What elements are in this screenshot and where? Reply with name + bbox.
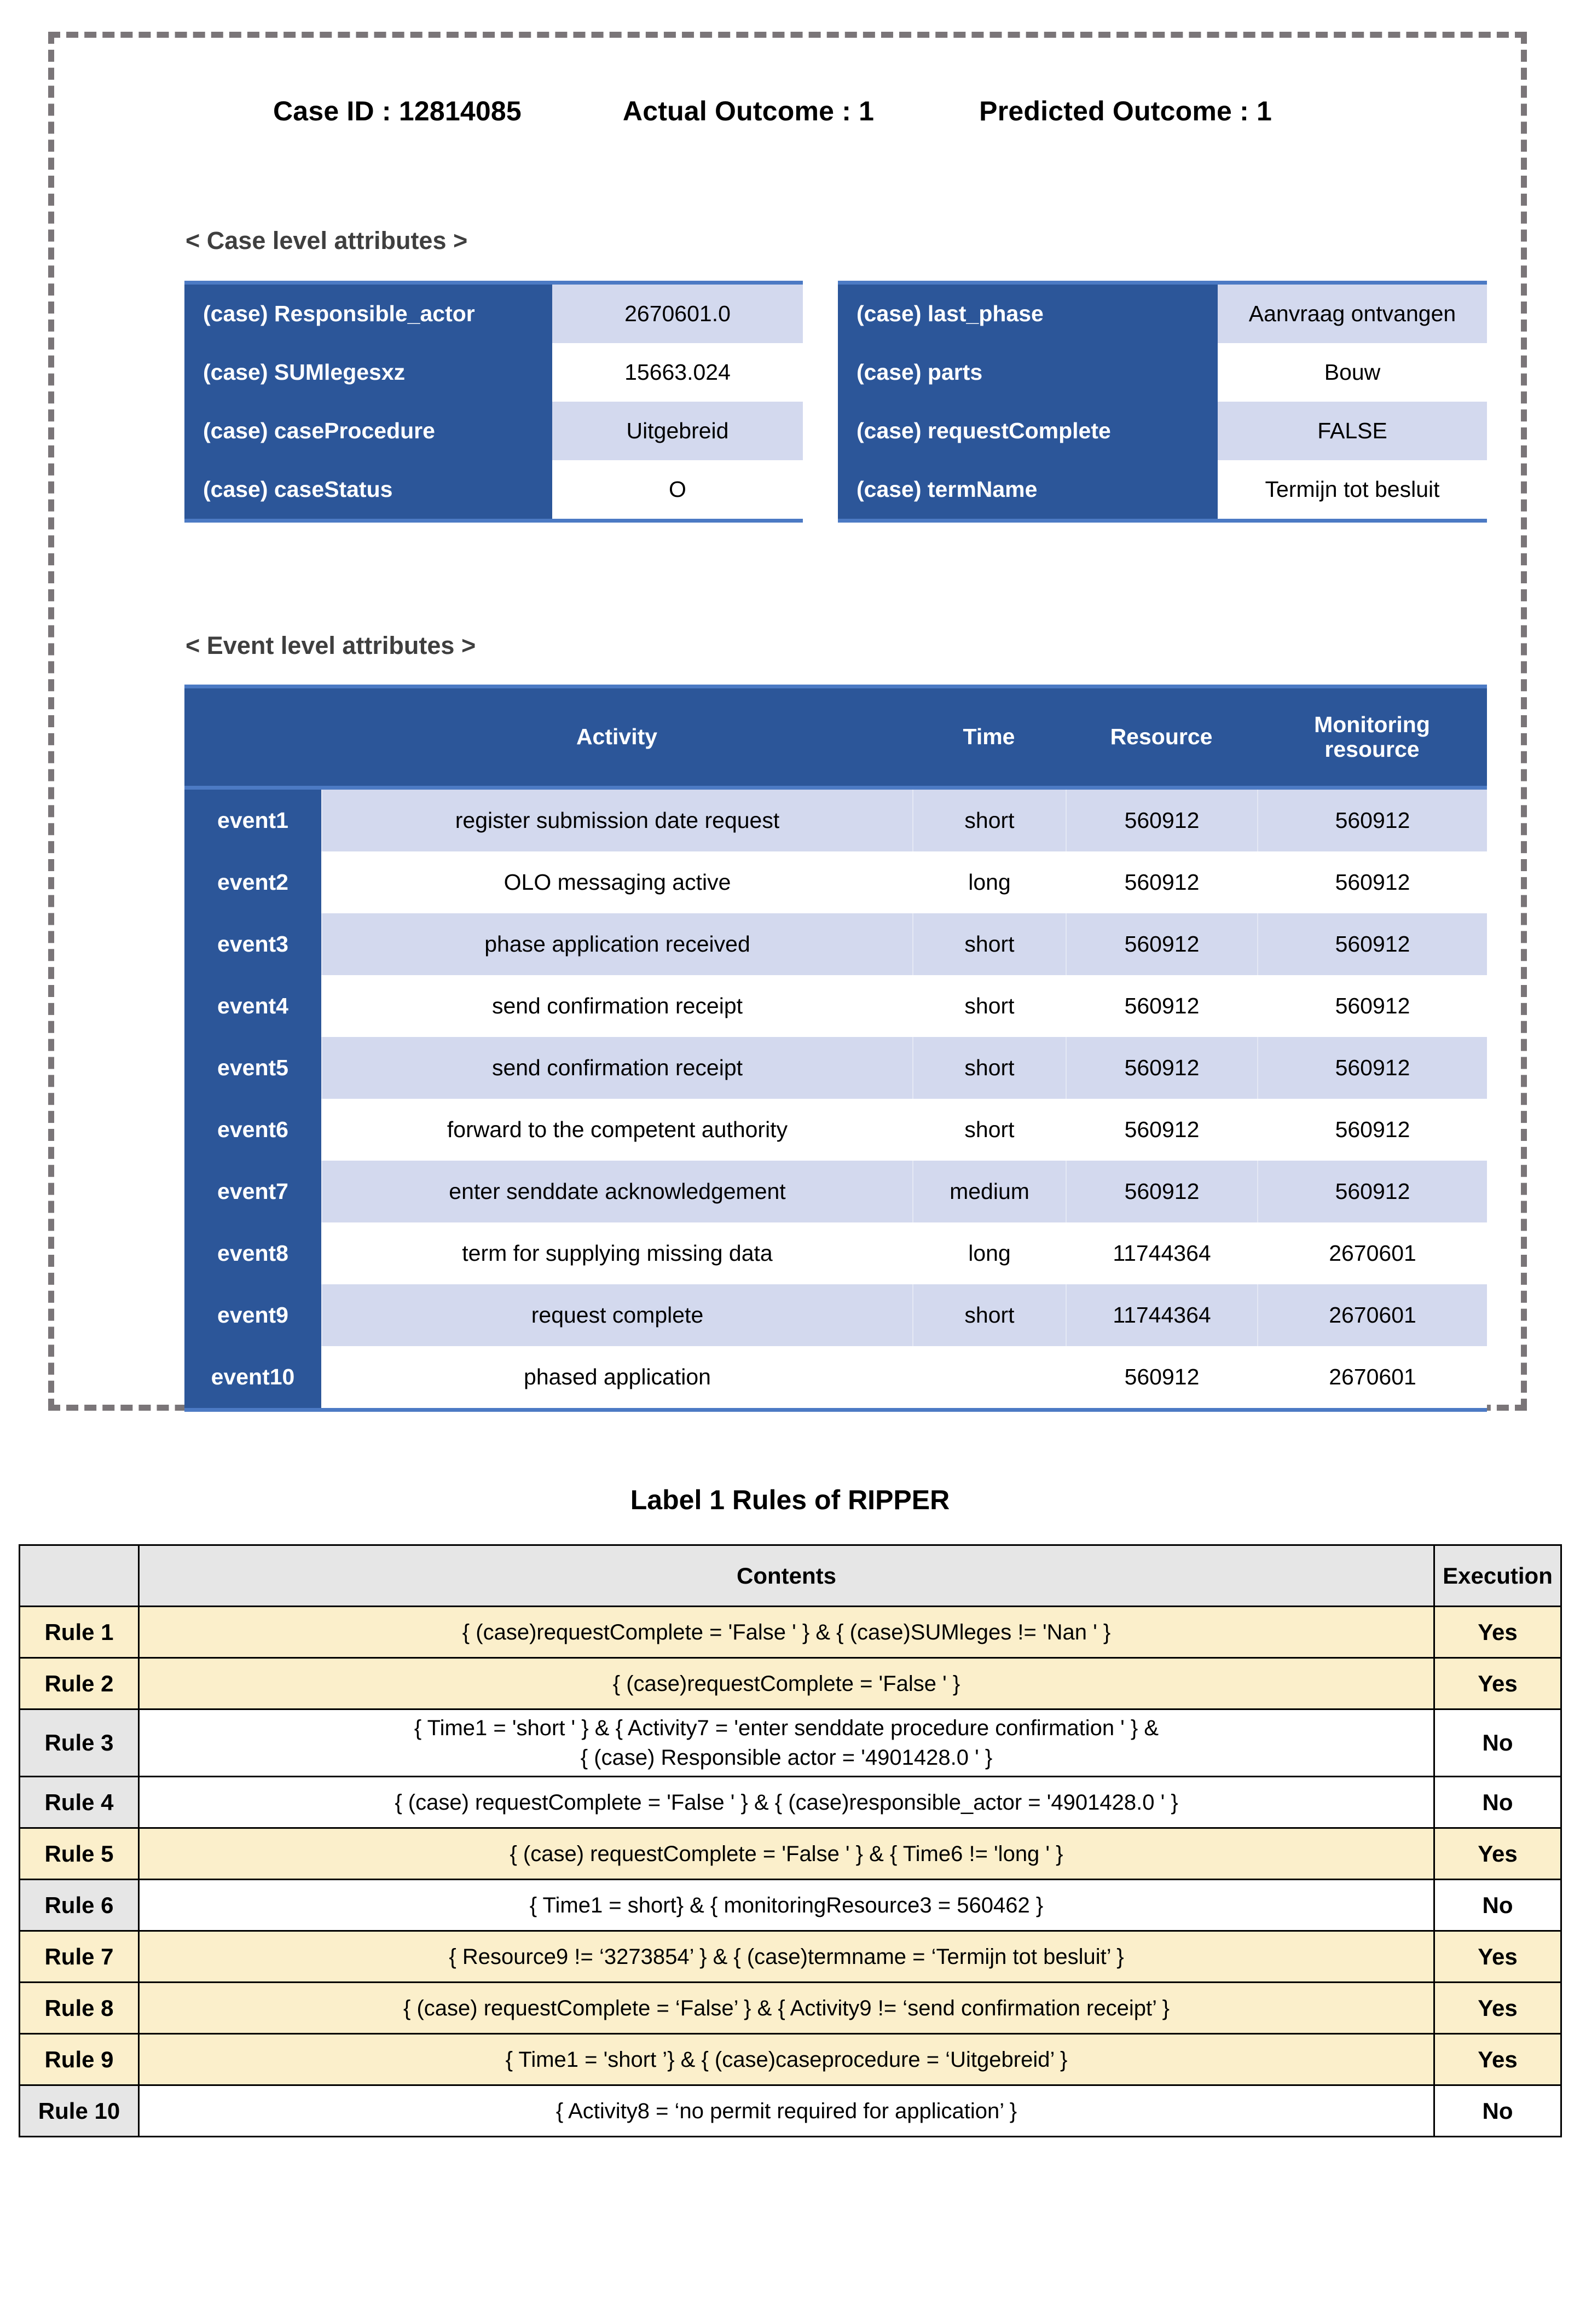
event-table-row (184, 975, 1487, 1037)
event-resource: 11744364 (1066, 1222, 1257, 1284)
rule-contents: { Time1 = 'short ' } & { Activity7 = 'enter senddate procedure confirmation ' } & { (case) Responsible actor = '4901428.0 ' } (139, 1709, 1434, 1777)
rule-execution: Yes (1434, 1828, 1561, 1880)
rule-row (20, 1880, 1561, 1931)
event-resource: 11744364 (1066, 1284, 1257, 1346)
rules-col-label-header (20, 1545, 139, 1607)
event-table-row (184, 1284, 1487, 1346)
rule-contents: { (case) requestComplete = ‘False’ } & { Activity9 != ‘send confirmation receipt’ } (139, 1983, 1434, 2034)
rules-col-contents-header: Contents (139, 1545, 1434, 1607)
monitoring-header-line1: Monitoring (1314, 711, 1430, 737)
event-time: long (912, 851, 1066, 913)
event-col-time-header: Time (963, 724, 1015, 750)
case-attribute-right-row (838, 402, 1487, 460)
case-attribute-right-value: Aanvraag ontvangen (1218, 285, 1487, 343)
case-attribute-right-key: (case) requestComplete (838, 402, 1218, 460)
ripper-rules-table (19, 1544, 1562, 2137)
case-attribute-left-value: 15663.024 (552, 343, 803, 402)
case-attribute-right-row (838, 343, 1487, 402)
event-col-activity-header: Activity (576, 724, 658, 750)
rule-contents: { (case)requestComplete = 'False ' } (139, 1658, 1434, 1709)
event-resource: 560912 (1066, 1346, 1257, 1408)
event-monitoring-resource: 560912 (1257, 851, 1487, 913)
event-index: event3 (184, 913, 321, 975)
case-attribute-left-row (184, 343, 803, 402)
rule-label: Rule 3 (20, 1709, 139, 1777)
case-detail-panel (48, 32, 1527, 1411)
rule-label: Rule 5 (20, 1828, 139, 1880)
event-time: short (912, 1037, 1066, 1099)
event-monitoring-resource: 560912 (1257, 975, 1487, 1037)
event-resource: 560912 (1066, 975, 1257, 1037)
event-time: short (912, 1099, 1066, 1161)
event-resource: 560912 (1066, 851, 1257, 913)
event-time: long (912, 1222, 1066, 1284)
event-time: medium (912, 1161, 1066, 1222)
rule-execution: No (1434, 1777, 1561, 1828)
case-attribute-left-key: (case) caseStatus (184, 460, 552, 519)
case-attribute-right-value: Bouw (1218, 343, 1487, 402)
case-attribute-left-value: Uitgebreid (552, 402, 803, 460)
rules-header-row (20, 1545, 1561, 1607)
rules-title: Label 1 Rules of RIPPER (630, 1485, 950, 1515)
event-index: event8 (184, 1222, 321, 1284)
case-attribute-left-row (184, 460, 803, 519)
event-monitoring-resource: 2670601 (1257, 1284, 1487, 1346)
event-monitoring-resource: 560912 (1257, 790, 1487, 851)
event-table-row (184, 1099, 1487, 1161)
rule-execution: Yes (1434, 1983, 1561, 2034)
event-activity: send confirmation receipt (321, 975, 912, 1037)
case-attribute-left-value: 2670601.0 (552, 285, 803, 343)
rule-execution: Yes (1434, 1607, 1561, 1658)
case-header-bar (54, 95, 1521, 127)
case-attribute-left-key: (case) caseProcedure (184, 402, 552, 460)
rule-label: Rule 2 (20, 1658, 139, 1709)
rule-contents: { (case)requestComplete = 'False ' } & { (case)SUMleges != 'Nan ' } (139, 1607, 1434, 1658)
case-attribute-right-value: FALSE (1218, 402, 1487, 460)
rule-label: Rule 8 (20, 1983, 139, 2034)
event-monitoring-resource: 2670601 (1257, 1222, 1487, 1284)
rule-row (20, 1658, 1561, 1709)
rule-label: Rule 9 (20, 2034, 139, 2085)
case-attributes-table-left (184, 281, 803, 523)
event-time (912, 1346, 1066, 1408)
event-table-row (184, 1161, 1487, 1222)
event-time: short (912, 975, 1066, 1037)
case-attribute-left-row (184, 402, 803, 460)
event-activity: enter senddate acknowledgement (321, 1161, 912, 1222)
event-time: short (912, 913, 1066, 975)
event-index: event9 (184, 1284, 321, 1346)
case-attribute-left-key: (case) Responsible_actor (184, 285, 552, 343)
event-monitoring-resource: 560912 (1257, 1037, 1487, 1099)
event-index: event5 (184, 1037, 321, 1099)
event-resource: 560912 (1066, 913, 1257, 975)
case-level-attributes-title: < Case level attributes > (186, 227, 468, 254)
event-monitoring-resource: 560912 (1257, 1099, 1487, 1161)
rule-execution: Yes (1434, 1658, 1561, 1709)
rule-label: Rule 10 (20, 2085, 139, 2137)
event-index: event7 (184, 1161, 321, 1222)
actual-outcome-label: Actual Outcome : 1 (622, 96, 875, 126)
event-resource: 560912 (1066, 1161, 1257, 1222)
event-activity: register submission date request (321, 790, 912, 851)
event-activity: forward to the competent authority (321, 1099, 912, 1161)
rule-row (20, 1931, 1561, 1983)
rule-contents: { (case) requestComplete = 'False ' } & { (case)responsible_actor = '4901428.0 ' } (139, 1777, 1434, 1828)
case-attribute-right-row (838, 460, 1487, 519)
event-activity: phased application (321, 1346, 912, 1408)
event-index: event10 (184, 1346, 321, 1408)
rule-row (20, 1777, 1561, 1828)
rule-contents: { Time1 = 'short ’} & { (case)caseprocedure = ‘Uitgebreid’ } (139, 2034, 1434, 2085)
event-table-row (184, 1222, 1487, 1284)
case-attribute-right-value: Termijn tot besluit (1218, 460, 1487, 519)
rule-row (20, 1828, 1561, 1880)
event-table-row (184, 1037, 1487, 1099)
event-index: event4 (184, 975, 321, 1037)
case-attribute-left-row (184, 285, 803, 343)
rule-execution: No (1434, 2085, 1561, 2137)
event-resource: 560912 (1066, 1099, 1257, 1161)
event-table-row (184, 1346, 1487, 1408)
event-resource: 560912 (1066, 790, 1257, 851)
event-activity: OLO messaging active (321, 851, 912, 913)
event-monitoring-resource: 560912 (1257, 913, 1487, 975)
rule-execution: No (1434, 1880, 1561, 1931)
monitoring-header-line2: resource (1324, 737, 1420, 762)
rule-row (20, 2034, 1561, 2085)
event-index: event6 (184, 1099, 321, 1161)
rule-contents: { Time1 = short} & { monitoringResource3 = 560462 } (139, 1880, 1434, 1931)
event-col-index-header (184, 688, 321, 786)
event-monitoring-resource: 2670601 (1257, 1346, 1487, 1408)
event-table-row (184, 851, 1487, 913)
rule-label: Rule 7 (20, 1931, 139, 1983)
rule-row (20, 2085, 1561, 2137)
case-attribute-right-key: (case) parts (838, 343, 1218, 402)
rule-row (20, 1607, 1561, 1658)
rule-execution: Yes (1434, 1931, 1561, 1983)
rule-contents: { (case) requestComplete = 'False ' } & { Time6 != 'long ' } (139, 1828, 1434, 1880)
rule-contents: { Activity8 = ‘no permit required for application’ } (139, 2085, 1434, 2137)
event-activity: term for supplying missing data (321, 1222, 912, 1284)
event-monitoring-resource: 560912 (1257, 1161, 1487, 1222)
predicted-outcome-label: Predicted Outcome : 1 (979, 96, 1272, 126)
rule-row (20, 1709, 1561, 1777)
event-activity: phase application received (321, 913, 912, 975)
rule-label: Rule 4 (20, 1777, 139, 1828)
case-attribute-left-key: (case) SUMlegesxz (184, 343, 552, 402)
case-attribute-left-value: O (552, 460, 803, 519)
rules-col-execution-header: Execution (1434, 1545, 1561, 1607)
case-id-label: Case ID : 12814085 (273, 96, 522, 126)
rule-row (20, 1983, 1561, 2034)
event-index: event2 (184, 851, 321, 913)
rule-execution: Yes (1434, 2034, 1561, 2085)
event-table-row (184, 790, 1487, 851)
case-attribute-right-key: (case) termName (838, 460, 1218, 519)
case-attribute-right-row (838, 285, 1487, 343)
case-attribute-right-key: (case) last_phase (838, 285, 1218, 343)
case-attributes-table-right (838, 281, 1487, 523)
event-attributes-table (184, 685, 1487, 1412)
rule-label: Rule 1 (20, 1607, 139, 1658)
rule-contents: { Resource9 != ‘3273854’ } & { (case)termname = ‘Termijn tot besluit’ } (139, 1931, 1434, 1983)
event-index: event1 (184, 790, 321, 851)
event-col-resource-header: Resource (1110, 724, 1213, 750)
event-activity: send confirmation receipt (321, 1037, 912, 1099)
event-activity: request complete (321, 1284, 912, 1346)
event-table-row (184, 913, 1487, 975)
event-resource: 560912 (1066, 1037, 1257, 1099)
event-time: short (912, 1284, 1066, 1346)
event-level-attributes-title: < Event level attributes > (186, 631, 476, 659)
event-col-monitoring-resource-header (1257, 688, 1487, 786)
event-table-header-row (184, 688, 1487, 790)
rule-execution: No (1434, 1709, 1561, 1777)
rule-label: Rule 6 (20, 1880, 139, 1931)
event-time: short (912, 790, 1066, 851)
